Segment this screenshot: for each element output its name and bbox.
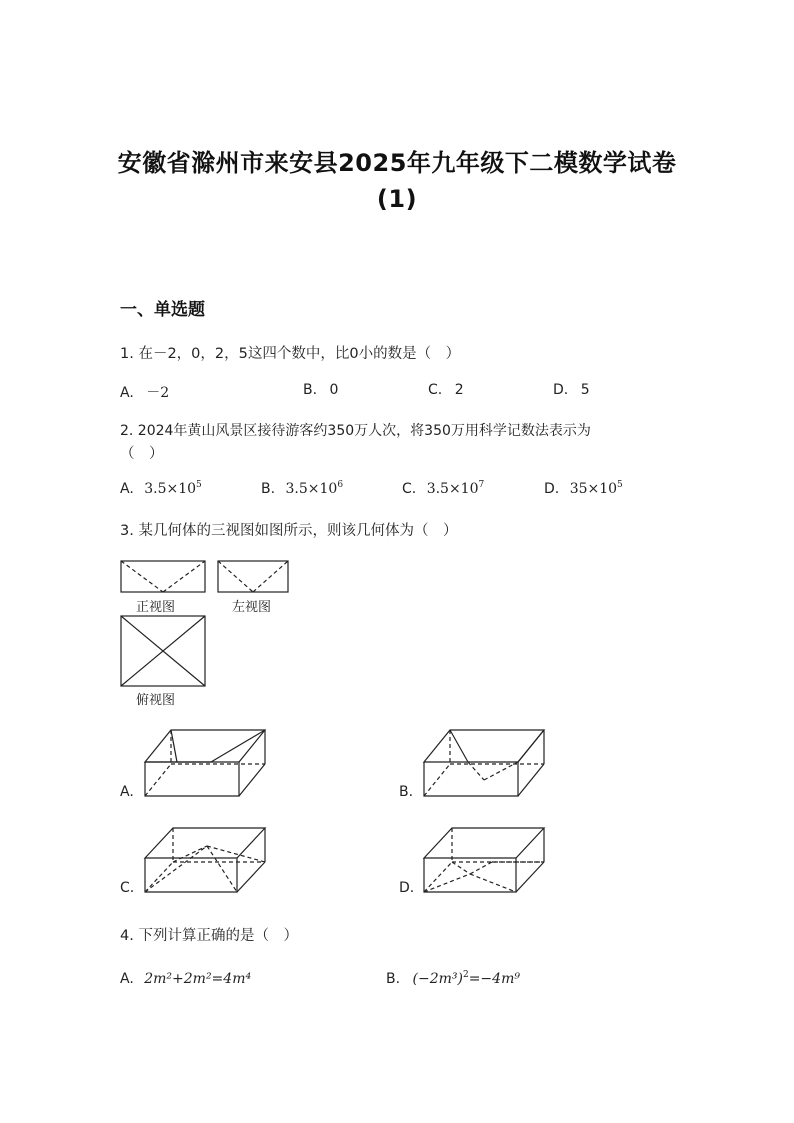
q1-option-d [553,382,590,398]
q3-option-c-label: C. [120,880,135,896]
q3-option-b-solid [422,728,547,800]
exam-title: 安徽省滁州市来安县2025年九年级下二模数学试卷 [117,149,677,177]
front-view-figure [120,560,206,594]
option-base: 3.5×10 [426,481,479,497]
exam-title-number: (1) [376,185,418,213]
option-expression-right: =−4m⁹ [468,971,520,987]
q1-option-c [428,382,464,398]
q3-option-a-label: A. [120,784,134,800]
option-letter: D. [553,382,569,398]
question-4-text: 4. 下列计算正确的是（ ） [120,928,298,944]
question-2-text-cont: （ ） [120,446,164,462]
option-exponent: 5 [617,480,623,490]
front-view-caption: 正视图 [136,600,176,615]
option-base: 3.5×10 [144,481,197,497]
option-expression-left: (−2m³) [412,971,463,987]
left-view-figure [217,560,289,594]
q1-option-a [120,382,169,402]
option-letter: B. [386,971,401,987]
option-letter: C. [402,481,417,497]
section-heading: 一、单选题 [120,300,205,320]
option-exponent: 2 [462,970,469,980]
option-value: 2 [454,382,464,398]
option-value: －2 [146,385,170,401]
option-letter: A. [120,481,134,497]
top-view-caption: 俯视图 [136,693,176,708]
option-exponent: 6 [337,480,344,490]
option-letter: A. [120,971,134,987]
q3-option-b-label: B. [399,784,414,800]
option-letter: D. [544,481,560,497]
option-letter: B. [261,481,276,497]
q2-option-c [402,481,484,497]
question-2-text: 2. 2024年黄山风景区接待游客约350万人次，将350万用科学记数法表示为 [120,423,591,439]
option-letter: B. [303,382,318,398]
question-1-text: 1. 在－2，0，2，5这四个数中，比0小的数是（ ） [120,346,461,362]
option-base: 3.5×10 [285,481,338,497]
q1-option-b [303,382,338,398]
q2-option-b [261,481,343,497]
option-base: 35×10 [569,481,618,497]
q4-option-b [386,971,520,987]
q4-option-a [120,971,251,987]
q3-option-d-label: D. [399,880,415,896]
option-letter: A. [120,385,134,401]
option-value: 5 [580,382,590,398]
option-expression: 2m²+2m²=4m⁴ [144,971,252,987]
question-3-text: 3. 某几何体的三视图如图所示，则该几何体为（ ） [120,523,458,539]
q3-option-c-solid [143,826,268,896]
left-view-caption: 左视图 [232,600,272,615]
option-letter: C. [428,382,443,398]
q2-option-a [120,481,202,497]
q3-option-a-solid [143,728,268,800]
option-value: 0 [329,382,339,398]
q2-option-d [544,481,623,497]
option-exponent: 7 [478,480,485,490]
top-view-figure [120,615,206,687]
q3-option-d-solid [422,826,547,896]
option-exponent: 5 [196,480,202,490]
